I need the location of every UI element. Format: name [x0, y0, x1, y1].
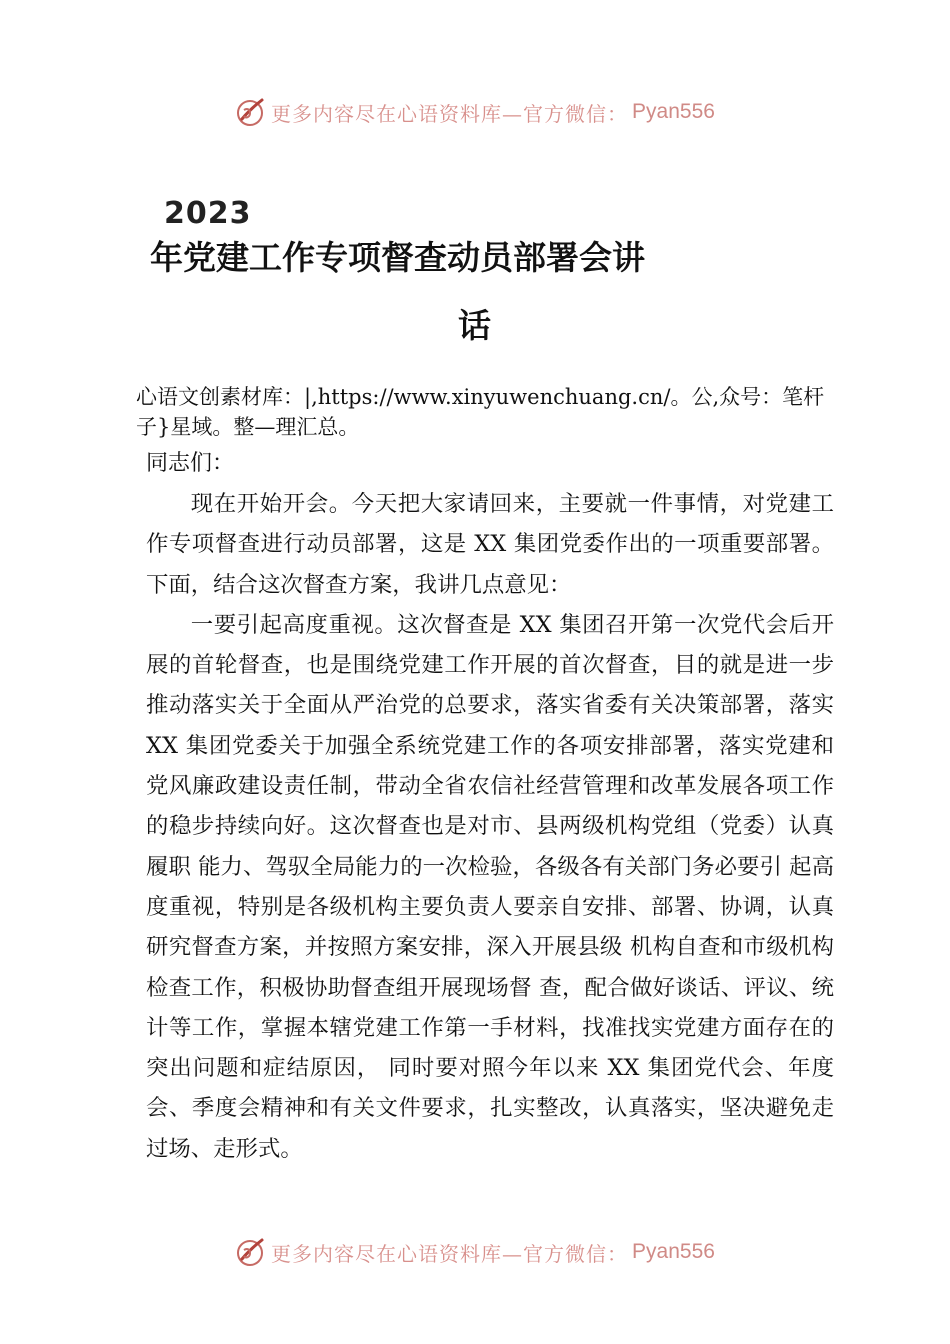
brush-logo-icon — [235, 1236, 267, 1268]
watermark-brand-text: 更多内容尽在心语资料库—官方微信： — [271, 1241, 629, 1266]
paragraph-intro: 现在开始开会。今天把大家请回来，主要就一件事情，对党建工作专项督查进行动员部署，这是 XX 集团党委作出的一项重要部署。下面，结合这次督查方案，我讲几点意见： — [146, 491, 834, 598]
paragraph-point-1: 一要引起高度重视。这次督查是 XX 集团召开第一次党代会后开展的首轮督查，也是围绕党建工作开展的首次督查，目的就是进一步推动落实关于全面从严治党的总要求，落实省委有关决策部署，落实 XX 集团党委关于加强全系统党建工作的各项安排部署，落实党建和党风廉政建设责任制，带动全省农信社经营管理和改革发展各项工作的稳步持续向好。这次督查也是对市、县两级机构党组（党委）认真履职 能力、驾驭全局能力的一次检验，各级各有关部门务必要引 起高度重视，特别是各级机构主要负责人要亲自安排、部署、协调，认真研究督查方案，并按照方案安排，深入开展县级 机构自查和市级机构检查工作，积极协助督查组开展现场督 查，配合做好谈话、评议、统计等工作，掌握本辖党建工作第一手材料，找准找实党建方面存在的突出问题和症结原因， 同时要对照今年以来 XX 集团党代会、年度会、季度会精神和有关文件要求，扎实整改，认真落实，坚决避免走过场、走形式。 — [146, 611, 834, 1162]
watermark-wechat-id: Pyan556 — [632, 100, 715, 123]
source-note: 心语文创素材库：|,https://www.xinyuwenchuang.cn/。公,众号：笔杆子}星域。整—理汇总。 — [136, 385, 825, 439]
watermark-wechat-id: Pyan556 — [632, 1240, 715, 1263]
title-line-2: 话 — [458, 306, 491, 345]
salutation: 同志们： — [146, 451, 235, 476]
title-line-1: 年党建工作专项督查动员部署会讲 — [150, 238, 645, 277]
watermark-banner-bottom — [0, 1232, 950, 1272]
speech-body — [146, 484, 834, 1169]
watermark-brand-text: 更多内容尽在心语资料库—官方微信： — [271, 101, 629, 126]
watermark-banner-top — [0, 92, 950, 132]
title-year: 2023 — [164, 196, 252, 231]
brush-logo-icon — [235, 96, 267, 128]
